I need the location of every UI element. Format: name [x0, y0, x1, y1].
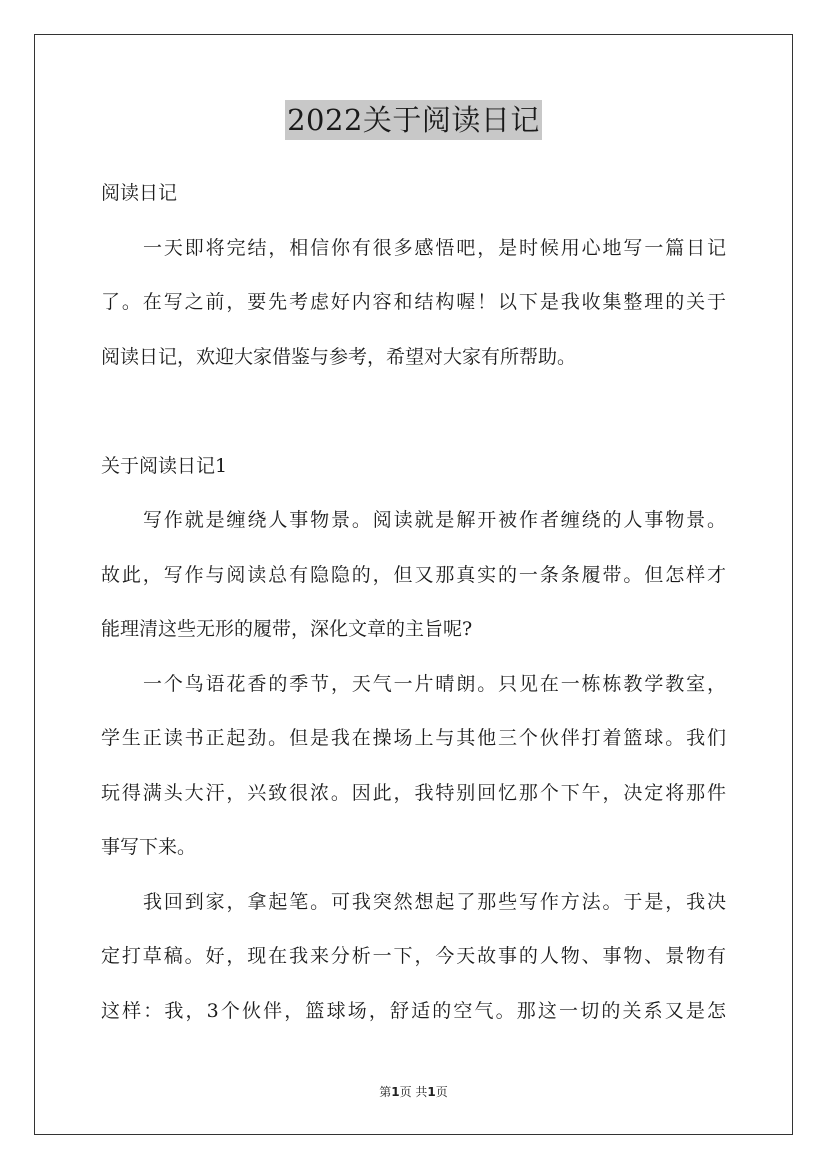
text-line: 了。在写之前，要先考虑好内容和结构喔！以下是我收集整理的关于	[101, 291, 726, 313]
document-title: 2022关于阅读日记	[285, 100, 542, 140]
text-line: 玩得满头大汗，兴致很浓。因此，我特别回忆那个下午，决定将那件	[101, 781, 726, 804]
page-label-mid: 页 共	[399, 1085, 428, 1099]
text-line: 学生正读书正起劲。但是我在操场上与其他三个伙伴打着篮球。我们	[101, 727, 726, 749]
document-body	[101, 166, 726, 1038]
text-line: 定打草稿。好，现在我来分析一下，今天故事的人物、事物、景物有	[101, 945, 726, 967]
page-footer	[0, 1083, 827, 1100]
text-line: 阅读日记，欢迎大家借鉴与参考，希望对大家有所帮助。	[101, 345, 577, 368]
section-heading: 阅读日记	[101, 182, 178, 204]
page-label-suffix: 页	[435, 1085, 448, 1099]
text-line: 故此，写作与阅读总有隐隐的，但又那真实的一条条履带。但怎样才	[101, 563, 726, 586]
text-line: 这样：我，3个伙伴，篮球场，舒适的空气。那这一切的关系又是怎	[101, 999, 726, 1022]
title-container	[0, 100, 827, 140]
text-line: 我回到家，拿起笔。可我突然想起了那些写作方法。于是，我决	[143, 890, 726, 913]
page-total-number: 1	[427, 1085, 436, 1099]
text-line: 写作就是缠绕人事物景。阅读就是解开被作者缠绕的人事物景。	[143, 509, 726, 531]
blank-line	[101, 384, 726, 439]
text-line: 一个鸟语花香的季节，天气一片晴朗。只见在一栋栋教学教室，	[143, 672, 726, 695]
text-line: 能理清这些无形的履带，深化文章的主旨呢?	[101, 618, 473, 640]
page-current-number: 1	[391, 1085, 400, 1099]
section-heading: 关于阅读日记1	[101, 454, 228, 477]
text-line: 一天即将完结，相信你有很多感悟吧，是时候用心地写一篇日记	[143, 236, 726, 259]
page-label-prefix: 第	[379, 1085, 392, 1099]
text-line: 事写下来。	[101, 836, 197, 858]
